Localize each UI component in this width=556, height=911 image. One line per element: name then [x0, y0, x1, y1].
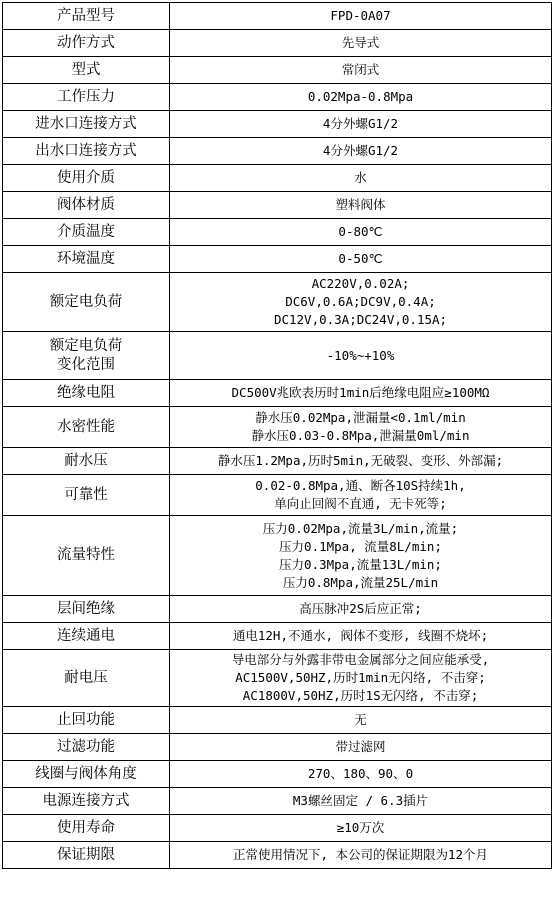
- spec-table-body: [3, 3, 552, 869]
- spec-label: 线圈与阀体角度: [35, 765, 137, 782]
- spec-label: 层间绝缘: [57, 600, 115, 617]
- table-row: [3, 219, 552, 246]
- spec-label-cell: [3, 84, 170, 111]
- table-row: [3, 516, 552, 596]
- spec-label: 使用介质: [57, 169, 115, 186]
- spec-value: 压力0.02Mpa,流量3L/min,流量;: [262, 520, 459, 536]
- spec-label-cell: [3, 761, 170, 788]
- spec-label: 环境温度: [57, 250, 115, 267]
- spec-value-cell: [170, 623, 552, 650]
- spec-label-cell: [3, 332, 170, 380]
- spec-label-cell: [3, 707, 170, 734]
- table-row: [3, 761, 552, 788]
- spec-value-cell: [170, 138, 552, 165]
- spec-value-cell: [170, 815, 552, 842]
- spec-value: 0.02-0.8Mpa,通、断各10S持续1h,: [255, 478, 466, 493]
- table-row: [3, 788, 552, 815]
- spec-value: 压力0.1Mpa, 流量8L/min;: [279, 538, 442, 554]
- spec-value: 0.02Mpa-0.8Mpa: [307, 89, 414, 104]
- spec-value: ≥10万次: [336, 820, 385, 835]
- spec-value: 单向止回阀不直通, 无卡死等;: [274, 496, 447, 511]
- spec-sheet: [2, 2, 552, 869]
- spec-label-cell: [3, 57, 170, 84]
- spec-value: M3螺丝固定 / 6.3插片: [292, 793, 429, 808]
- spec-label-cell: [3, 192, 170, 219]
- spec-label-cell: [3, 734, 170, 761]
- spec-table: [2, 2, 552, 869]
- spec-label: 产品型号: [57, 7, 115, 24]
- spec-value-cell: [170, 332, 552, 380]
- table-row: [3, 407, 552, 448]
- spec-value: 压力0.3Mpa,流量13L/min;: [279, 556, 442, 572]
- table-row: [3, 30, 552, 57]
- spec-value: DC6V,0.6A;DC9V,0.4A;: [285, 294, 436, 309]
- spec-value-cell: [170, 516, 552, 596]
- spec-label: 使用寿命: [57, 819, 115, 836]
- table-row: [3, 273, 552, 332]
- spec-label-cell: [3, 273, 170, 332]
- table-row: [3, 596, 552, 623]
- table-row: [3, 842, 552, 869]
- spec-value-cell: [170, 475, 552, 516]
- spec-label-cell: [3, 138, 170, 165]
- spec-value-cell: [170, 596, 552, 623]
- table-row: [3, 815, 552, 842]
- spec-label-cell: [3, 380, 170, 407]
- spec-value-cell: [170, 57, 552, 84]
- spec-value: FPD-0A07: [330, 8, 391, 23]
- spec-label-cell: [3, 815, 170, 842]
- spec-label-cell: [3, 407, 170, 448]
- spec-label-cell: [3, 111, 170, 138]
- spec-value: 压力0.8Mpa,流量25L/min: [282, 574, 439, 590]
- spec-label: 水密性能: [57, 418, 115, 435]
- table-row: [3, 650, 552, 707]
- spec-value: 先导式: [341, 35, 380, 50]
- table-row: [3, 3, 552, 30]
- spec-label: 电源连接方式: [42, 792, 130, 809]
- spec-value-cell: [170, 3, 552, 30]
- spec-value: 水: [354, 170, 367, 185]
- spec-label: 绝缘电阻: [57, 384, 115, 401]
- spec-label-cell: [3, 623, 170, 650]
- table-row: [3, 111, 552, 138]
- spec-value: 常闭式: [341, 62, 380, 77]
- spec-value: AC1500V,50HZ,历时1min无闪络, 不击穿;: [235, 670, 486, 685]
- spec-value: 4分外螺G1/2: [322, 116, 399, 131]
- spec-value-cell: [170, 761, 552, 788]
- spec-label-cell: [3, 246, 170, 273]
- spec-label: 流量特性: [57, 547, 115, 563]
- spec-label-cell: [3, 788, 170, 815]
- spec-value-cell: [170, 380, 552, 407]
- table-row: [3, 84, 552, 111]
- spec-label: 耐电压: [64, 669, 108, 686]
- spec-value-cell: [170, 734, 552, 761]
- table-row: [3, 707, 552, 734]
- spec-label-cell: [3, 3, 170, 30]
- table-row: [3, 734, 552, 761]
- spec-value-cell: [170, 273, 552, 332]
- table-row: [3, 448, 552, 475]
- spec-value-cell: [170, 246, 552, 273]
- spec-value-cell: [170, 788, 552, 815]
- spec-value: 通电12H,不通水, 阀体不变形, 线圈不烧坏;: [232, 628, 489, 643]
- spec-label: 额定电负荷: [49, 293, 123, 310]
- spec-value-cell: [170, 842, 552, 869]
- table-row: [3, 623, 552, 650]
- spec-label-cell: [3, 516, 170, 596]
- table-row: [3, 332, 552, 380]
- spec-value-cell: [170, 707, 552, 734]
- spec-label: 进水口连接方式: [35, 115, 137, 132]
- table-row: [3, 380, 552, 407]
- spec-value: 4分外螺G1/2: [322, 143, 399, 158]
- table-row: [3, 165, 552, 192]
- spec-value: 0-50℃: [338, 251, 383, 266]
- spec-label: 工作压力: [57, 88, 115, 105]
- table-row: [3, 57, 552, 84]
- spec-label: 连续通电: [57, 627, 115, 644]
- spec-label-cell: [3, 30, 170, 57]
- spec-label: 动作方式: [57, 34, 115, 51]
- spec-label-cell: [3, 596, 170, 623]
- spec-value: AC220V,0.02A;: [311, 276, 410, 291]
- table-row: [3, 475, 552, 516]
- spec-value: 270、180、90、0: [307, 766, 414, 781]
- spec-value: DC12V,0.3A;DC24V,0.15A;: [273, 312, 448, 327]
- spec-label-cell: [3, 475, 170, 516]
- spec-label: 阀体材质: [57, 196, 115, 213]
- spec-value-cell: [170, 192, 552, 219]
- spec-value: 导电部分与外露非带电金属部分之间应能承受,: [231, 652, 490, 667]
- spec-label: 出水口连接方式: [35, 142, 137, 159]
- spec-value: -10%~+10%: [326, 347, 395, 363]
- spec-value: 静水压0.03-0.8Mpa,泄漏量0ml/min: [251, 428, 470, 443]
- spec-label: 变化范围: [57, 356, 115, 373]
- spec-label-cell: [3, 650, 170, 707]
- spec-value: 高压脉冲2S后应正常;: [299, 601, 422, 616]
- table-row: [3, 138, 552, 165]
- spec-value: DC500V兆欧表历时1min后绝缘电阻应≥100MΩ: [231, 385, 490, 400]
- spec-label: 介质温度: [57, 223, 115, 240]
- spec-label: 额定电负荷: [49, 337, 123, 354]
- spec-label-cell: [3, 165, 170, 192]
- spec-value: 0-80℃: [338, 224, 383, 239]
- spec-value: 静水压0.02Mpa,泄漏量<0.1ml/min: [255, 410, 466, 425]
- table-row: [3, 192, 552, 219]
- spec-value-cell: [170, 111, 552, 138]
- spec-label-cell: [3, 219, 170, 246]
- spec-label: 可靠性: [64, 486, 108, 503]
- spec-label: 型式: [71, 61, 101, 78]
- spec-value: AC1800V,50HZ,历时1S无闪络, 不击穿;: [242, 688, 479, 703]
- spec-label: 保证期限: [57, 846, 115, 863]
- spec-value: 正常使用情况下, 本公司的保证期限为12个月: [232, 847, 489, 862]
- spec-value: 静水压1.2Mpa,历时5min,无破裂、变形、外部漏;: [217, 453, 504, 468]
- spec-label: 止回功能: [57, 711, 115, 728]
- spec-label-cell: [3, 842, 170, 869]
- spec-value-cell: [170, 407, 552, 448]
- spec-label: 过滤功能: [57, 738, 115, 755]
- spec-label: 耐水压: [64, 452, 108, 469]
- spec-value-cell: [170, 650, 552, 707]
- spec-value-cell: [170, 30, 552, 57]
- table-row: [3, 246, 552, 273]
- spec-label-cell: [3, 448, 170, 475]
- spec-value-cell: [170, 219, 552, 246]
- spec-value-cell: [170, 165, 552, 192]
- spec-value-cell: [170, 84, 552, 111]
- spec-value: 塑料阀体: [335, 197, 386, 212]
- spec-value-cell: [170, 448, 552, 475]
- spec-value: 带过滤网: [335, 739, 386, 754]
- spec-value: 无: [354, 712, 367, 727]
